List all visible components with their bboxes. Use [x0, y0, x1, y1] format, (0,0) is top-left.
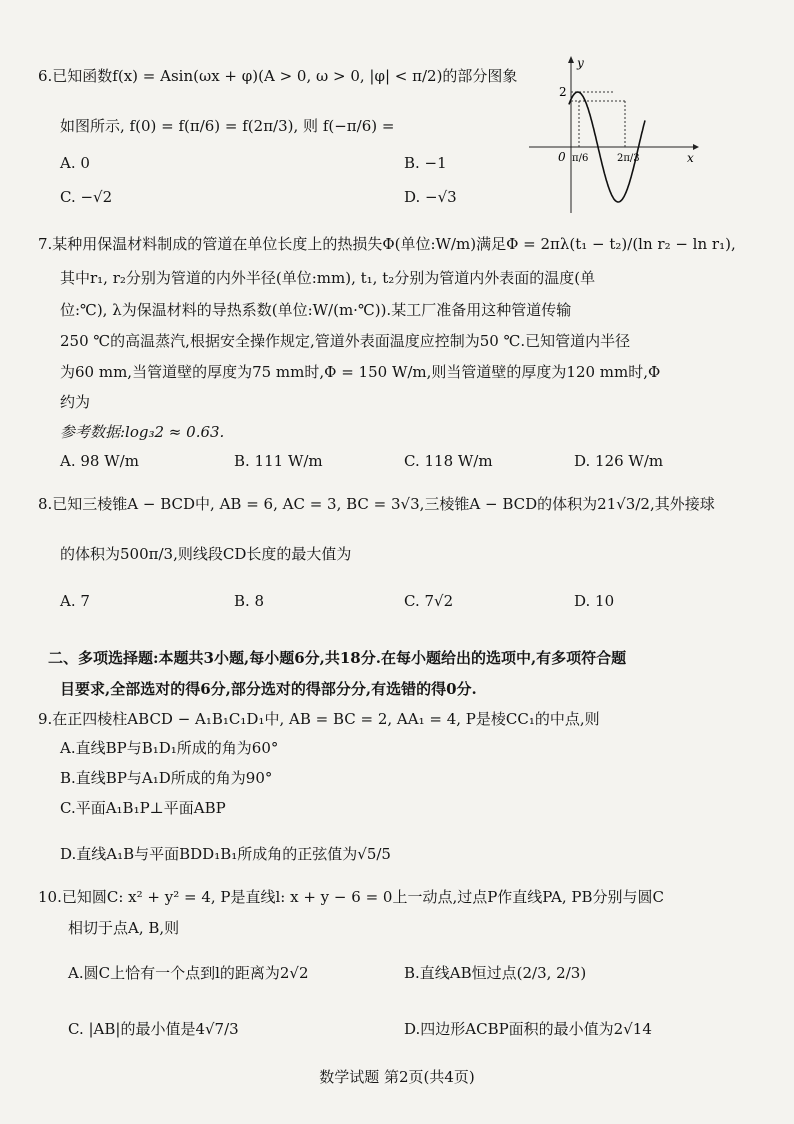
q7-stem-line1: 7.某种用保温材料制成的管道在单位长度上的热损失Φ(单位:W/m)满足Φ = 2πλ(t₁ − t₂)/(ln r₂ − ln r₁),: [38, 235, 736, 253]
q9-option-c: C.平面A₁B₁P⊥平面ABP: [60, 799, 226, 817]
q7-stem-line3: 位:℃), λ为保温材料的导热系数(单位:W/(m·℃)).某工厂准备用这种管道传输: [60, 301, 572, 319]
q10-option-b: B.直线AB恒过点(2/3, 2/3): [404, 964, 587, 982]
q8-option-a: A. 7: [60, 592, 90, 610]
q9-option-d: D.直线A₁B与平面BDD₁B₁所成角的正弦值为√5/5: [60, 845, 391, 863]
q6-option-b: B. −1: [404, 154, 447, 172]
q6-stem-line2: 如图所示, f(0) = f(π/6) = f(2π/3), 则 f(−π/6) =: [60, 117, 395, 135]
graph-x-mark-pi6: π/6: [572, 153, 589, 164]
q10-option-c: C. |AB|的最小值是4√7/3: [68, 1020, 239, 1038]
q7-stem-line6: 约为: [60, 393, 91, 411]
q6-option-a: A. 0: [60, 154, 90, 172]
q10-option-a: A.圆C上恰有一个点到l的距离为2√2: [68, 964, 309, 982]
q7-reference-data: 参考数据:log₃2 ≈ 0.63.: [60, 423, 225, 441]
q7-stem-line5: 为60 mm,当管道壁的厚度为75 mm时,Φ = 150 W/m,则当管道壁的厚度为120 mm时,Φ: [60, 363, 661, 381]
graph-x-label: x: [687, 151, 694, 165]
graph-y-mark: 2: [559, 85, 567, 99]
section2-header-line1: 二、多项选择题:本题共3小题,每小题6分,共18分.在每小题给出的选项中,有多项符合题: [48, 649, 627, 667]
q7-stem-line2: 其中r₁, r₂分别为管道的内外半径(单位:mm), t₁, t₂分别为管道内外表面的温度(单: [60, 269, 596, 287]
graph-y-label: y: [577, 56, 584, 70]
section2-header-line2: 目要求,全部选对的得6分,部分选对的得部分分,有选错的得0分.: [60, 680, 477, 698]
q7-option-c: C. 118 W/m: [404, 452, 493, 470]
q9-stem-line1: 9.在正四棱柱ABCD − A₁B₁C₁D₁中, AB = BC = 2, AA₁ = 4, P是棱CC₁的中点,则: [38, 710, 600, 728]
q10-option-d: D.四边形ACBP面积的最小值为2√14: [404, 1020, 652, 1038]
q8-option-b: B. 8: [234, 592, 265, 610]
q7-stem-line4: 250 ℃的高温蒸汽,根据安全操作规定,管道外表面温度应控制为50 ℃.已知管道内半径: [60, 332, 631, 350]
graph-origin-label: 0: [558, 150, 566, 164]
q8-option-c: C. 7√2: [404, 592, 454, 610]
q10-stem-line2: 相切于点A, B,则: [68, 919, 180, 937]
q7-option-a: A. 98 W/m: [60, 452, 139, 470]
q6-option-d: D. −√3: [404, 188, 457, 206]
q8-stem-line1: 8.已知三棱锥A − BCD中, AB = 6, AC = 3, BC = 3√3,三棱锥A − BCD的体积为21√3/2,其外接球: [38, 495, 715, 513]
graph-x-mark-2pi3: 2π/3: [617, 153, 640, 164]
q7-option-b: B. 111 W/m: [234, 452, 323, 470]
q8-stem-line2: 的体积为500π/3,则线段CD长度的最大值为: [60, 545, 352, 563]
q8-option-d: D. 10: [574, 592, 615, 610]
q6-option-c: C. −√2: [60, 188, 113, 206]
q9-option-b: B.直线BP与A₁D所成的角为90°: [60, 769, 273, 787]
q10-stem-line1: 10.已知圆C: x² + y² = 4, P是直线l: x + y − 6 = 0上一动点,过点P作直线PA, PB分别与圆C: [38, 888, 664, 906]
page-footer: 数学试题 第2页(共4页): [319, 1068, 475, 1086]
q6-function-graph: [525, 55, 700, 215]
q9-option-a: A.直线BP与B₁D₁所成的角为60°: [60, 739, 279, 757]
graph-y-arrow-icon: [568, 56, 574, 63]
graph-x-arrow-icon: [693, 144, 699, 150]
q7-option-d: D. 126 W/m: [574, 452, 664, 470]
q6-stem-line1: 6.已知函数f(x) = Asin(ωx + φ)(A > 0, ω > 0, |φ| < π/2)的部分图象: [38, 67, 518, 85]
